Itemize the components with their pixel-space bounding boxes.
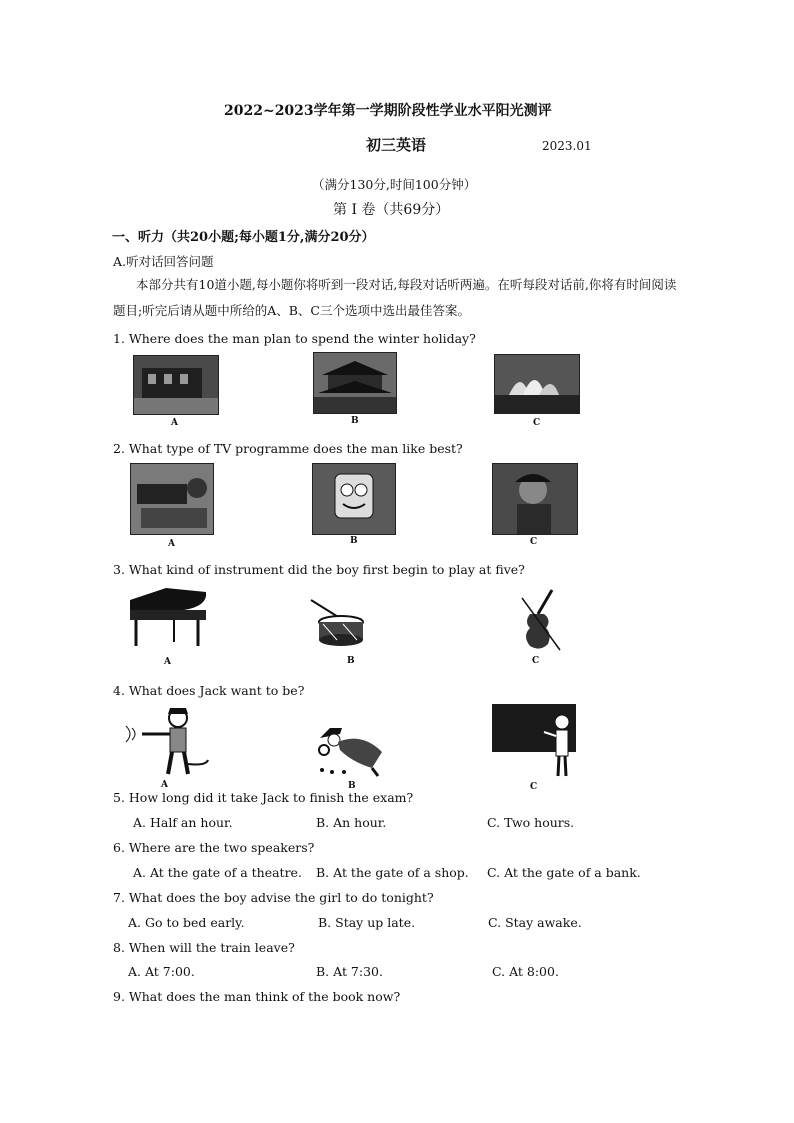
opera-house-photo xyxy=(494,354,580,414)
detective-icon xyxy=(312,722,392,782)
question-6: 6. Where are the two speakers? xyxy=(113,840,315,855)
q7-option-c: C. Stay awake. xyxy=(488,915,582,930)
part-a-heading: A.听对话回答问题 xyxy=(113,254,214,269)
piano-icon xyxy=(126,586,212,658)
city-building-photo xyxy=(133,355,219,415)
q5-option-b: B. An hour. xyxy=(316,815,387,830)
option-label: B xyxy=(350,536,358,546)
exam-date: 2023.01 xyxy=(542,139,592,153)
option-label: A xyxy=(171,418,178,428)
section-heading: 一、听力（共20小题;每小题1分,满分20分） xyxy=(112,230,375,245)
q8-option-b: B. At 7:30. xyxy=(316,964,383,979)
news-programme-photo xyxy=(130,463,214,535)
question-4: 4. What does Jack want to be? xyxy=(113,683,305,698)
question-9: 9. What does the man think of the book now? xyxy=(113,989,401,1004)
option-label: A xyxy=(161,780,168,790)
q6-option-b: B. At the gate of a shop. xyxy=(316,865,469,880)
option-label: C xyxy=(530,782,538,792)
volume-title: 第 I 卷（共69分） xyxy=(333,202,450,218)
q8-option-c: C. At 8:00. xyxy=(492,964,559,979)
question-1: 1. Where does the man plan to spend the winter holiday? xyxy=(113,331,476,346)
violin-icon xyxy=(516,588,566,658)
exam-title: 2022~2023学年第一学期阶段性学业水平阳光测评 xyxy=(224,103,552,119)
drum-icon xyxy=(309,598,375,656)
temple-photo xyxy=(313,352,397,414)
instructions: 本部分共有10道小题,每小题你将听到一段对话,每段对话听两遍。在听每段对话前,你将有时间阅读题目;听完后请从题中所给的A、B、C三个选项中选出最佳答案。 xyxy=(113,277,677,318)
subject-title: 初三英语 xyxy=(366,136,427,154)
option-label: B xyxy=(351,416,359,426)
question-2: 2. What type of TV programme does the man like best? xyxy=(113,441,463,456)
cartoon-photo xyxy=(312,463,396,535)
option-label: C xyxy=(530,537,538,547)
option-label: A xyxy=(164,657,171,667)
score-info: （满分130分,时间100分钟） xyxy=(312,177,477,192)
question-7: 7. What does the boy advise the girl to do tonight? xyxy=(113,890,434,905)
question-8: 8. When will the train leave? xyxy=(113,940,295,955)
firefighter-icon xyxy=(122,704,212,784)
option-label: B xyxy=(347,656,355,666)
q7-option-a: A. Go to bed early. xyxy=(128,915,245,930)
teacher-icon xyxy=(492,704,576,752)
action-film-photo xyxy=(492,463,578,535)
option-label: C xyxy=(532,656,540,666)
question-3: 3. What kind of instrument did the boy first begin to play at five? xyxy=(113,562,525,577)
q7-option-b: B. Stay up late. xyxy=(318,915,416,930)
q5-option-c: C. Two hours. xyxy=(487,815,575,830)
q6-option-a: A. At the gate of a theatre. xyxy=(133,865,302,880)
question-5: 5. How long did it take Jack to finish the exam? xyxy=(113,790,414,805)
q5-option-a: A. Half an hour. xyxy=(133,815,233,830)
option-label: B xyxy=(348,781,356,791)
option-label: A xyxy=(168,539,175,549)
option-label: C xyxy=(533,418,541,428)
q8-option-a: A. At 7:00. xyxy=(128,964,195,979)
q6-option-c: C. At the gate of a bank. xyxy=(487,865,641,880)
